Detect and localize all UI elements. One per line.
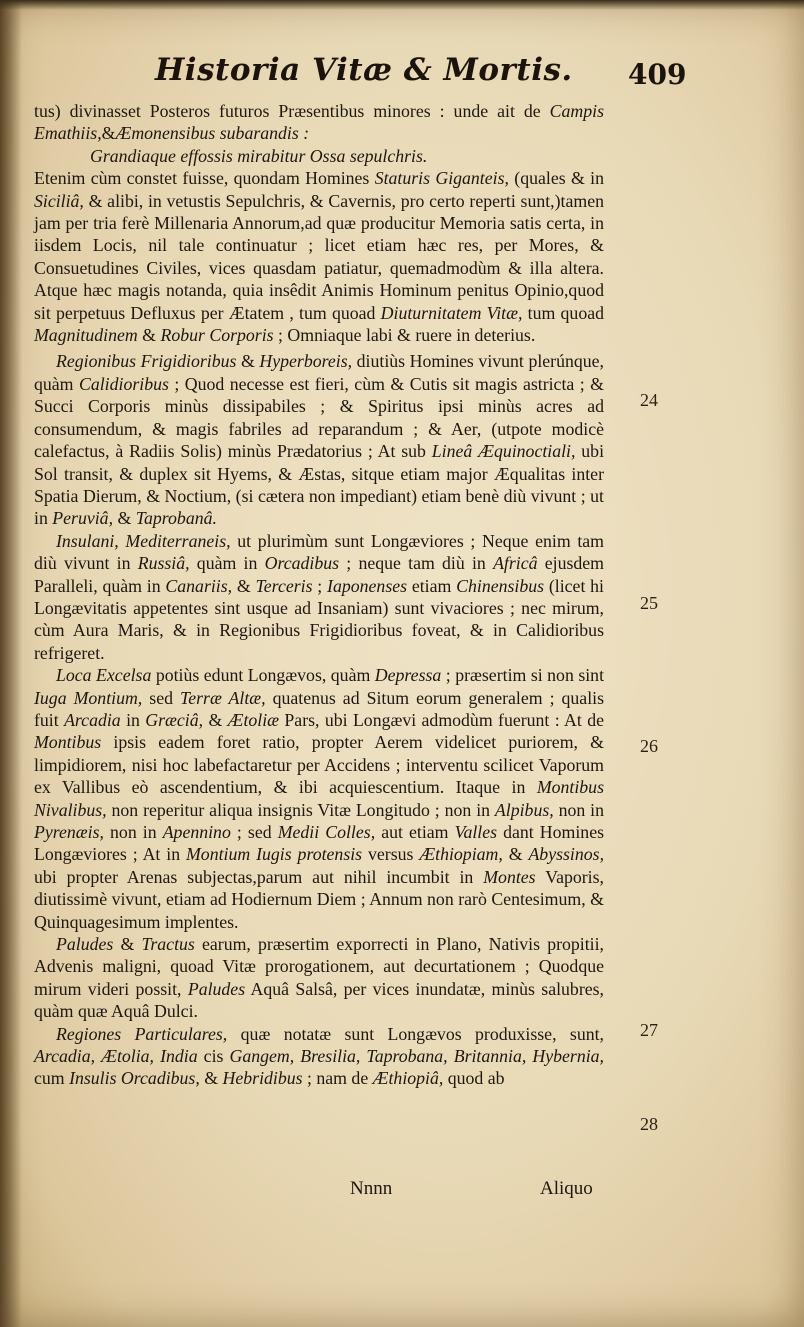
italic-text-run: Magnitudinem bbox=[34, 325, 138, 346]
italic-text-run: Æthiopiâ, bbox=[372, 1068, 444, 1089]
italic-text-run: Chinensibus bbox=[456, 575, 545, 596]
italic-text-run: Robur Corporis bbox=[160, 325, 274, 346]
text-run: potiùs edunt Longævos, quàm bbox=[151, 665, 375, 686]
italic-text-run: Insulis Orcadibus, bbox=[69, 1068, 200, 1089]
text-run: & bbox=[137, 325, 161, 346]
italic-text-run: Africâ bbox=[493, 553, 538, 574]
text-run: & bbox=[199, 1068, 223, 1089]
text-run: & bbox=[101, 123, 116, 144]
text-run: ; sed bbox=[230, 822, 278, 842]
running-title: Historia Vitæ & Mortis. bbox=[155, 52, 573, 88]
italic-text-run: Hebridibus bbox=[222, 1068, 303, 1089]
italic-text-run: Insulani, Mediterraneis, bbox=[56, 530, 231, 551]
catchword: Aliquo bbox=[540, 1178, 593, 1199]
italic-text-run: Diuturnitatem Vitæ, bbox=[380, 302, 523, 323]
text-run: & alibi, in vetustis Sepulchris, & Cavernis, pro certo reperti sunt,)tamen jam per tria ferè Millenaria Annorum,ad quæ producitur Memoria satis certa, in iisdem Locis, nil tale continuatur ; licet etiam hæc res, per Mores, & Consuetudines Civiles, vices quasdam patiatur, quemadmodùm & illa altera. Atque hæc magis notanda, quia insêdit Animis Hominum penitus Opinio,quod sit perpetuus Defluxus per Ætatem , tum quoad bbox=[34, 190, 604, 323]
text-run: & bbox=[502, 844, 529, 865]
text-run: tum quoad bbox=[522, 302, 604, 323]
italic-text-run: Montibus Nivalibus, bbox=[34, 777, 604, 820]
italic-text-run: Gangem, Bresilia, Taprobana, Britannia, Hybernia, bbox=[229, 1046, 604, 1067]
italic-text-run: Iuga Montium, bbox=[34, 687, 143, 708]
italic-text-run: Paludes bbox=[187, 978, 246, 999]
text-run: & bbox=[113, 508, 136, 529]
text-run: ejusdem Paralleli, quàm in bbox=[34, 553, 605, 596]
italic-text-run: Tractus bbox=[141, 934, 195, 955]
text-run: ; neque tam diù in bbox=[339, 553, 494, 574]
verse-quotation: Grandiaque effossis mirabitur Ossa sepulchris. bbox=[90, 145, 428, 166]
italic-text-run: Russiâ, bbox=[137, 553, 190, 574]
italic-text-run: Regiones Particulares, bbox=[56, 1023, 228, 1044]
text-run: ipsis eadem foret ratio, propter Aerem videlicet puriorem, & limpidiorem, nisi hoc labefactaretur per Accidens ; interventu scilicet Vaporum ex Vallibus eò ascendentium, & ibi acquiescentium. Itaque in bbox=[34, 732, 604, 798]
paragraph-7 bbox=[34, 1023, 604, 1090]
italic-text-run: Orcadibus bbox=[264, 553, 340, 574]
text-run: quàm in bbox=[189, 553, 265, 574]
text-run: cum bbox=[34, 1068, 70, 1089]
text-run: ; Omniaque labi & ruere in deterius. bbox=[273, 325, 536, 346]
top-edge-shadow bbox=[0, 0, 804, 10]
italic-text-run: Valles bbox=[454, 822, 498, 842]
text-run: aut etiam bbox=[375, 822, 455, 842]
text-run: Vaporis, diutissimè vivunt, etiam ad Hodiernum Diem ; Annum non rarò Centesimum, & Quinquagesimum implentes. bbox=[34, 866, 604, 932]
italic-text-run: Regionibus Frigidioribus bbox=[56, 351, 237, 372]
text-run: etiam bbox=[407, 575, 457, 596]
paragraph-4 bbox=[34, 530, 604, 664]
page-number: 409 bbox=[628, 58, 687, 91]
margin-number-28: 28 bbox=[640, 1114, 658, 1134]
paragraph-3 bbox=[34, 350, 604, 529]
italic-text-run: Medii Colles, bbox=[277, 822, 376, 842]
text-run: non in bbox=[553, 799, 604, 820]
italic-text-run: Staturis Giganteis, bbox=[374, 168, 509, 189]
text-run: sed bbox=[142, 687, 180, 708]
italic-text-run: Montes bbox=[483, 866, 536, 887]
text-run: (licet hi Longævitatis appetentes sint usque ad Insaniam) sunt vivaciores ; nec mirum, cùm Aura Maris, & in Regionibus Frigidioribus foveat, & in Calidioribus refrigeret. bbox=[34, 575, 604, 663]
margin-number-26: 26 bbox=[640, 736, 658, 756]
text-run: quæ notatæ sunt Longævos produxisse, sunt, bbox=[227, 1023, 604, 1044]
italic-text-run: Abyssinos, bbox=[528, 844, 605, 865]
italic-text-run: Hyperboreis, bbox=[259, 351, 353, 372]
italic-text-run: Æmonensibus subarandis : bbox=[115, 123, 310, 144]
text-run: non reperitur aliqua insignis Vitæ Longitudo ; non in bbox=[106, 799, 495, 820]
text-run: Aquâ Salsâ, per vices inundatæ, minùs salubres, quàm quæ Aquâ Dulci. bbox=[34, 978, 604, 1022]
body-text bbox=[34, 100, 604, 1090]
italic-text-run: Terræ Altæ, bbox=[179, 687, 266, 708]
italic-text-run: Loca Excelsa bbox=[56, 665, 152, 686]
italic-text-run: Taprobanâ. bbox=[135, 508, 217, 529]
italic-text-run: Græciâ, bbox=[145, 709, 204, 730]
text-run: ubi Sol transit, & duplex sit Hyems, & Æstas, sitque etiam major Æqualitas inter Spatia Dierum, & Noctium, (si cætera non impediant) etiam benè diù vivunt ; ut in bbox=[34, 441, 605, 529]
italic-text-run: Montium Iugis protensis bbox=[186, 844, 363, 865]
text-run: ; bbox=[312, 575, 328, 596]
text-run: dant Homines Longæviores ; At in bbox=[34, 822, 605, 865]
italic-text-run: Arcadia bbox=[64, 709, 121, 730]
italic-text-run: Ætoliæ bbox=[227, 709, 280, 730]
text-run: ; præsertim si non sint bbox=[441, 665, 605, 686]
italic-text-run: Alpibus, bbox=[494, 799, 554, 820]
margin-number-27: 27 bbox=[640, 1020, 658, 1040]
text-run: ubi propter Arenas subjectas,parum aut nihil incumbit in bbox=[34, 866, 484, 887]
gutter-shadow bbox=[0, 0, 22, 1327]
text-run: non in bbox=[103, 822, 163, 842]
text-run: tus) divinasset Posteros futuros Præsentibus minores : unde ait de bbox=[34, 101, 550, 121]
text-run: cis bbox=[197, 1046, 230, 1067]
text-run: in bbox=[120, 709, 146, 730]
text-run: & bbox=[232, 575, 256, 596]
italic-text-run: Lineâ Æquinoctiali, bbox=[431, 441, 576, 462]
italic-text-run: Æthiopiam, bbox=[419, 844, 503, 865]
text-run: earum, præsertim exporrecti in Plano, Nativis propitii, Advenis maligni, quoad Vitæ prorogationem, aut decurtationem ; Quodque mirum videri possit, bbox=[34, 934, 604, 999]
italic-text-run: Campis Emathiis, bbox=[34, 101, 604, 144]
text-run: versus bbox=[362, 844, 420, 865]
text-run: Pars, ubi Longævi admodùm fuerunt : At de bbox=[279, 709, 604, 730]
margin-number-25: 25 bbox=[640, 593, 658, 613]
text-run: & bbox=[236, 351, 260, 372]
text-run: quod ab bbox=[443, 1068, 505, 1089]
italic-text-run: Montibus bbox=[34, 732, 102, 753]
paragraph-6 bbox=[34, 933, 604, 1023]
italic-text-run: Arcadia, Ætolia, India bbox=[34, 1046, 198, 1067]
text-run: Etenim cùm constet fuisse, quondam Homines bbox=[34, 168, 375, 189]
signature-mark: Nnnn bbox=[350, 1178, 393, 1199]
italic-text-run: Terceris bbox=[255, 575, 313, 596]
text-run: (quales & in bbox=[508, 168, 604, 189]
text-run: ; Quod necesse est fieri, cùm & Cutis sit magis astricta ; & Succi Corporis minùs dissipabiles ; & Spiritus ipsi minùs acres ad consumendum, & magis fabriles ad reparandum ; & Aer, (utpote modicè calefactus, à Radiis Solis) minùs Prædatorius ; At sub bbox=[34, 373, 605, 462]
italic-text-run: Peruviâ, bbox=[52, 508, 114, 529]
paragraph-1 bbox=[34, 100, 604, 145]
text-run: quatenus ad Situm eorum generalem ; qualis fuit bbox=[34, 687, 604, 730]
text-run: diutiùs Homines vivunt plerúnque, quàm bbox=[34, 351, 604, 394]
paragraph-5 bbox=[34, 664, 604, 933]
italic-text-run: Siciliâ, bbox=[34, 190, 84, 211]
text-run: ut plurimùm sunt Longæviores ; Neque enim tam diù vivunt in bbox=[34, 530, 604, 574]
text-run: & bbox=[203, 709, 228, 730]
text-run: ; nam de bbox=[302, 1068, 373, 1089]
italic-text-run: Paludes bbox=[56, 934, 114, 955]
text-run: & bbox=[113, 934, 142, 955]
italic-text-run: Depressa bbox=[374, 665, 442, 686]
italic-text-run: Iaponenses bbox=[327, 575, 408, 596]
italic-text-run: Apennino bbox=[162, 822, 231, 842]
margin-number-24: 24 bbox=[640, 390, 658, 410]
italic-text-run: Calidioribus bbox=[78, 373, 169, 394]
italic-text-run: Pyrenæis, bbox=[34, 822, 104, 842]
italic-text-run: Canariis, bbox=[165, 575, 233, 596]
paragraph-2 bbox=[34, 167, 604, 346]
